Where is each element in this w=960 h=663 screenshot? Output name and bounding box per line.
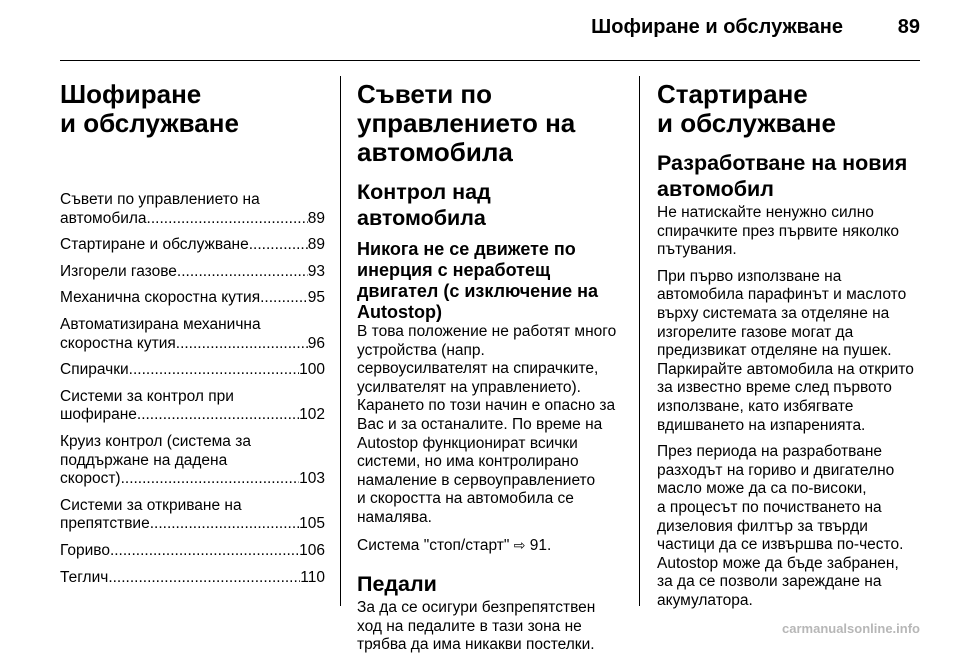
text-line: През периода на разработване: [657, 443, 883, 461]
section-title: [657, 80, 923, 138]
text-line: пътувания.: [657, 241, 737, 259]
toc-entry-title: скоростна кутия: [60, 334, 176, 352]
text-line: При първо използване на: [657, 267, 842, 285]
warning-heading-line: Никога не се движете по: [357, 239, 576, 259]
toc-entry-line: Автоматизирана механична: [60, 315, 261, 333]
toc-entry-title: Изгорели газове: [60, 262, 177, 280]
text-line: автомобила парафинът и маслото: [657, 286, 907, 304]
subsection-title-line: Разработване на новия: [657, 151, 908, 175]
toc-entry-page: 96: [307, 334, 325, 352]
column-3: [657, 80, 923, 618]
toc-entry-line: поддържане на дадена: [60, 451, 228, 469]
toc-entry[interactable]: [60, 316, 325, 353]
text-line: и скоростта на автомобила се: [357, 490, 574, 508]
text-line: масло може да са по-високи,: [657, 480, 867, 498]
text-line: устройства (напр.: [357, 341, 485, 359]
text-line: а процесът по почистването на: [657, 498, 882, 516]
toc-entry-page: 100: [299, 361, 325, 379]
toc-entry-line: Съвети по управлението на: [60, 191, 260, 208]
toc-entry[interactable]: [60, 388, 325, 425]
toc-entry-page: 102: [299, 406, 325, 424]
text-line: ход на педалите в тази зона не: [357, 617, 582, 635]
table-of-contents: [60, 191, 325, 587]
toc-entry-title: Гориво: [60, 541, 110, 559]
toc-entry[interactable]: [60, 433, 325, 489]
subsection-title: [657, 150, 923, 202]
toc-entry-line: Круиз контрол (система за: [60, 432, 251, 450]
subsection-title: Педали: [357, 572, 437, 597]
header-title: Шофиране и обслужване: [591, 16, 843, 38]
text-line: частици да се извършва по-често.: [657, 536, 904, 554]
chapter-title-line: и обслужване: [60, 108, 239, 138]
toc-entry[interactable]: [60, 191, 325, 228]
text-line: Карането по този начин е опасно за: [357, 397, 616, 415]
text-line: намаление в сервоуправлението: [357, 471, 596, 489]
toc-entry-page: 105: [299, 515, 325, 533]
toc-entry-line: Системи за откриване на: [60, 496, 242, 514]
toc-entry-title: Теглич: [60, 568, 109, 586]
toc-entry-line: Системи за контрол при: [60, 387, 234, 405]
warning-heading: [357, 239, 623, 323]
toc-entry[interactable]: [60, 542, 325, 561]
toc-entry[interactable]: [60, 361, 325, 380]
toc-entry-title: Механична скоростна кутия: [60, 289, 261, 307]
text-line: спирачките през първите няколко: [657, 222, 900, 240]
toc-entry-page: 93: [307, 262, 325, 280]
paragraph: [357, 323, 623, 528]
warning-heading-line: двигател (с изключение на: [357, 281, 598, 301]
text-line: изгорелите газове могат да: [657, 323, 854, 341]
text-line: Autostop функционират всички: [357, 434, 578, 452]
text-line: върху системата за отделяне на: [657, 304, 890, 322]
paragraph: [657, 268, 923, 435]
text-line: използване, като избягвате: [657, 397, 854, 415]
text-line: разходът на гориво и двигателно: [657, 461, 895, 479]
warning-heading-line: Autostop): [357, 302, 442, 322]
header-rule: [60, 60, 920, 61]
text-line: Не натискайте ненужно силно: [657, 204, 874, 221]
warning-heading-line: инерция с неработещ: [357, 260, 551, 280]
chapter-title-line: Шофиране: [60, 79, 202, 109]
text-line: системи, но има контролирано: [357, 453, 579, 471]
text-line: усилвателят на управлението).: [357, 378, 581, 396]
toc-entry-title: препятствие: [60, 515, 150, 533]
section-title-line: управлението на: [357, 108, 576, 138]
text-line: В това положение не работят много: [357, 323, 617, 340]
column-divider-2: [639, 76, 640, 606]
column-1: [60, 80, 325, 595]
text-line: трябва да има никакви постелки.: [357, 636, 595, 654]
toc-entry[interactable]: [60, 569, 325, 588]
text-line: намалява.: [357, 508, 432, 526]
toc-entry[interactable]: [60, 263, 325, 282]
text-line: За да се осигури безпрепятствен: [357, 599, 596, 617]
toc-entry-title: скорост): [60, 470, 121, 488]
subsection-title-line: автомобил: [657, 177, 774, 201]
paragraph: [357, 599, 623, 655]
toc-entry[interactable]: [60, 289, 325, 308]
subsection-title: Контрол над автомобила: [357, 180, 491, 230]
toc-entry-title: автомобила: [60, 209, 147, 227]
text-line: Вас и за останалите. По време на: [357, 415, 603, 433]
section-title: [357, 80, 623, 167]
page-number: 89: [897, 16, 920, 38]
toc-entry-page: 95: [307, 289, 325, 307]
text-line: Паркирайте автомобила на открито: [657, 360, 914, 378]
section-title-line: и обслужване: [657, 108, 836, 138]
text-line: Autostop може да бъде забранен,: [657, 554, 899, 572]
section-title-line: Стартиране: [657, 79, 808, 109]
text-line: Система "стоп/старт": [357, 536, 510, 554]
toc-entry-page: 89: [307, 209, 325, 227]
toc-entry-page: 106: [299, 541, 325, 559]
text-line: за да се позволи зареждане на: [657, 573, 882, 591]
text-line: предизвикат отделяне на пушек.: [657, 342, 892, 360]
paragraph: [657, 204, 923, 260]
toc-entry-title: шофиране: [60, 406, 137, 424]
toc-entry-title: Стартиране и обслужване: [60, 236, 249, 254]
page-reference-icon: ⇨: [513, 536, 526, 553]
toc-entry[interactable]: [60, 236, 325, 255]
text-line: вдишването на изпаренията.: [657, 416, 866, 434]
page-reference[interactable]: 91.: [529, 536, 552, 554]
toc-entry-page: 110: [300, 568, 325, 586]
text-line: акумулатора.: [657, 591, 753, 609]
paragraph: [657, 443, 923, 610]
toc-entry[interactable]: [60, 497, 325, 534]
column-divider-1: [340, 76, 341, 606]
section-title-line: Съвети по: [357, 79, 493, 109]
text-line: за известно време след първото: [657, 379, 892, 397]
toc-entry-page: 103: [299, 470, 325, 488]
text-line: дизеловия филтър за твърди: [657, 517, 868, 535]
chapter-title: [60, 80, 325, 138]
section-title-line: автомобила: [357, 137, 513, 167]
column-2: [357, 80, 623, 663]
paragraph: [357, 536, 623, 556]
toc-entry-title: Спирачки: [60, 361, 129, 379]
toc-entry-page: 89: [307, 236, 325, 254]
text-line: сервоусилвателят на спирачките,: [357, 360, 599, 378]
watermark: carmanualsonline.info: [782, 621, 920, 636]
